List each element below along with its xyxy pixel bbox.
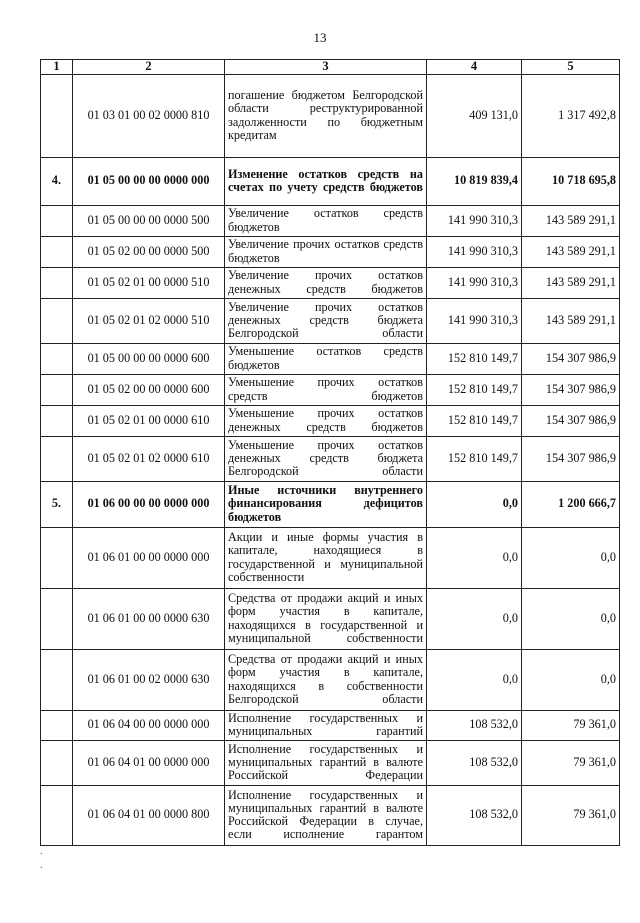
source-description: Увеличение прочих остатков денежных средств бюджета Белгородской области bbox=[225, 298, 427, 343]
amount-col-4: 108 532,0 bbox=[427, 740, 522, 785]
row-number bbox=[41, 527, 73, 588]
budget-code: 01 06 04 00 00 0000 000 bbox=[73, 710, 225, 740]
row-number bbox=[41, 649, 73, 710]
budget-code: 01 06 01 00 02 0000 630 bbox=[73, 649, 225, 710]
budget-code: 01 05 02 01 02 0000 610 bbox=[73, 436, 225, 481]
amount-col-5: 154 307 986,9 bbox=[522, 343, 620, 374]
header-col-5: 5 bbox=[522, 60, 620, 75]
source-description: погашение бюджетом Белгородской области реструктурированной задолженности по бюджетным кредитам bbox=[225, 74, 427, 157]
table-row bbox=[41, 527, 620, 588]
amount-col-5: 154 307 986,9 bbox=[522, 374, 620, 405]
source-description: Уменьшение остатков средств бюджетов bbox=[225, 343, 427, 374]
row-number bbox=[41, 785, 73, 845]
source-description: Уменьшение прочих остатков денежных средств бюджета Белгородской области bbox=[225, 436, 427, 481]
row-number: 5. bbox=[41, 481, 73, 527]
table-row bbox=[41, 374, 620, 405]
table-row bbox=[41, 588, 620, 649]
budget-code: 01 05 02 01 00 0000 510 bbox=[73, 267, 225, 298]
amount-col-4: 0,0 bbox=[427, 588, 522, 649]
amount-col-4: 141 990 310,3 bbox=[427, 236, 522, 267]
header-col-2: 2 bbox=[73, 60, 225, 75]
header-col-1: 1 bbox=[41, 60, 73, 75]
amount-col-5: 143 589 291,1 bbox=[522, 205, 620, 236]
table-row bbox=[41, 236, 620, 267]
row-number bbox=[41, 588, 73, 649]
amount-col-5: 143 589 291,1 bbox=[522, 267, 620, 298]
table-row bbox=[41, 298, 620, 343]
table-row bbox=[41, 205, 620, 236]
source-description: Исполнение государственных и муниципальных гарантий в валюте Российской Федерации в случае, если исполнение гарантом bbox=[225, 785, 427, 845]
amount-col-5: 154 307 986,9 bbox=[522, 405, 620, 436]
table-body bbox=[41, 74, 620, 845]
amount-col-4: 0,0 bbox=[427, 481, 522, 527]
amount-col-4: 108 532,0 bbox=[427, 785, 522, 845]
row-number: 4. bbox=[41, 157, 73, 205]
amount-col-4: 152 810 149,7 bbox=[427, 343, 522, 374]
amount-col-5: 0,0 bbox=[522, 527, 620, 588]
amount-col-4: 0,0 bbox=[427, 527, 522, 588]
source-description: Увеличение прочих остатков средств бюджетов bbox=[225, 236, 427, 267]
amount-col-5: 154 307 986,9 bbox=[522, 436, 620, 481]
amount-col-5: 10 718 695,8 bbox=[522, 157, 620, 205]
amount-col-4: 10 819 839,4 bbox=[427, 157, 522, 205]
amount-col-4: 152 810 149,7 bbox=[427, 436, 522, 481]
amount-col-4: 0,0 bbox=[427, 649, 522, 710]
row-number bbox=[41, 405, 73, 436]
budget-code: 01 06 04 01 00 0000 800 bbox=[73, 785, 225, 845]
row-number bbox=[41, 343, 73, 374]
row-number bbox=[41, 740, 73, 785]
source-description: Исполнение государственных и муниципальных гарантий в валюте Российской Федерации bbox=[225, 740, 427, 785]
table-row bbox=[41, 343, 620, 374]
amount-col-5: 79 361,0 bbox=[522, 740, 620, 785]
table-header-row bbox=[41, 60, 620, 75]
budget-code: 01 05 00 00 00 0000 500 bbox=[73, 205, 225, 236]
budget-code: 01 05 02 00 00 0000 600 bbox=[73, 374, 225, 405]
source-description: Уменьшение прочих остатков денежных средств бюджетов bbox=[225, 405, 427, 436]
table-row bbox=[41, 481, 620, 527]
source-description: Акции и иные формы участия в капитале, находящиеся в государственной и муниципальной собственности bbox=[225, 527, 427, 588]
budget-code: 01 06 00 00 00 0000 000 bbox=[73, 481, 225, 527]
budget-code: 01 05 00 00 00 0000 600 bbox=[73, 343, 225, 374]
table-row bbox=[41, 405, 620, 436]
row-number bbox=[41, 74, 73, 157]
source-description: Исполнение государственных и муниципальных гарантий bbox=[225, 710, 427, 740]
source-description: Иные источники внутреннего финансирования дефицитов бюджетов bbox=[225, 481, 427, 527]
budget-code: 01 06 01 00 00 0000 000 bbox=[73, 527, 225, 588]
row-number bbox=[41, 205, 73, 236]
header-col-3: 3 bbox=[225, 60, 427, 75]
amount-col-4: 409 131,0 bbox=[427, 74, 522, 157]
margin-marks bbox=[40, 845, 43, 873]
table-row bbox=[41, 785, 620, 845]
amount-col-4: 141 990 310,3 bbox=[427, 205, 522, 236]
table-row bbox=[41, 267, 620, 298]
source-description: Средства от продажи акций и иных форм участия в капитале, находящихся в государственной и муниципальной собственности bbox=[225, 588, 427, 649]
table-row bbox=[41, 710, 620, 740]
source-description: Уменьшение прочих остатков средств бюджетов bbox=[225, 374, 427, 405]
budget-sources-table bbox=[40, 59, 620, 846]
amount-col-4: 141 990 310,3 bbox=[427, 267, 522, 298]
amount-col-5: 143 589 291,1 bbox=[522, 298, 620, 343]
row-number bbox=[41, 298, 73, 343]
table-row bbox=[41, 740, 620, 785]
amount-col-4: 141 990 310,3 bbox=[427, 298, 522, 343]
amount-col-5: 1 200 666,7 bbox=[522, 481, 620, 527]
source-description: Увеличение остатков средств бюджетов bbox=[225, 205, 427, 236]
amount-col-4: 108 532,0 bbox=[427, 710, 522, 740]
row-number bbox=[41, 267, 73, 298]
amount-col-4: 152 810 149,7 bbox=[427, 374, 522, 405]
header-col-4: 4 bbox=[427, 60, 522, 75]
amount-col-5: 79 361,0 bbox=[522, 785, 620, 845]
source-description: Средства от продажи акций и иных форм участия в капитале, находящихся в собственности Белгородской области bbox=[225, 649, 427, 710]
budget-code: 01 06 04 01 00 0000 000 bbox=[73, 740, 225, 785]
source-description: Увеличение прочих остатков денежных средств бюджетов bbox=[225, 267, 427, 298]
budget-code: 01 03 01 00 02 0000 810 bbox=[73, 74, 225, 157]
budget-code: 01 05 00 00 00 0000 000 bbox=[73, 157, 225, 205]
row-number bbox=[41, 710, 73, 740]
table-row bbox=[41, 157, 620, 205]
page-number: 13 bbox=[313, 30, 327, 45]
row-number bbox=[41, 236, 73, 267]
row-number bbox=[41, 436, 73, 481]
amount-col-5: 79 361,0 bbox=[522, 710, 620, 740]
row-number bbox=[41, 374, 73, 405]
table-row bbox=[41, 74, 620, 157]
margin-dot: . bbox=[40, 860, 43, 871]
table-row bbox=[41, 649, 620, 710]
table-row bbox=[41, 436, 620, 481]
budget-code: 01 06 01 00 00 0000 630 bbox=[73, 588, 225, 649]
amount-col-5: 1 317 492,8 bbox=[522, 74, 620, 157]
amount-col-4: 152 810 149,7 bbox=[427, 405, 522, 436]
amount-col-5: 143 589 291,1 bbox=[522, 236, 620, 267]
source-description: Изменение остатков средств на счетах по учету средств бюджетов bbox=[225, 157, 427, 205]
budget-code: 01 05 02 01 02 0000 510 bbox=[73, 298, 225, 343]
amount-col-5: 0,0 bbox=[522, 588, 620, 649]
amount-col-5: 0,0 bbox=[522, 649, 620, 710]
margin-dot: . bbox=[40, 846, 43, 857]
budget-code: 01 05 02 01 00 0000 610 bbox=[73, 405, 225, 436]
budget-code: 01 05 02 00 00 0000 500 bbox=[73, 236, 225, 267]
